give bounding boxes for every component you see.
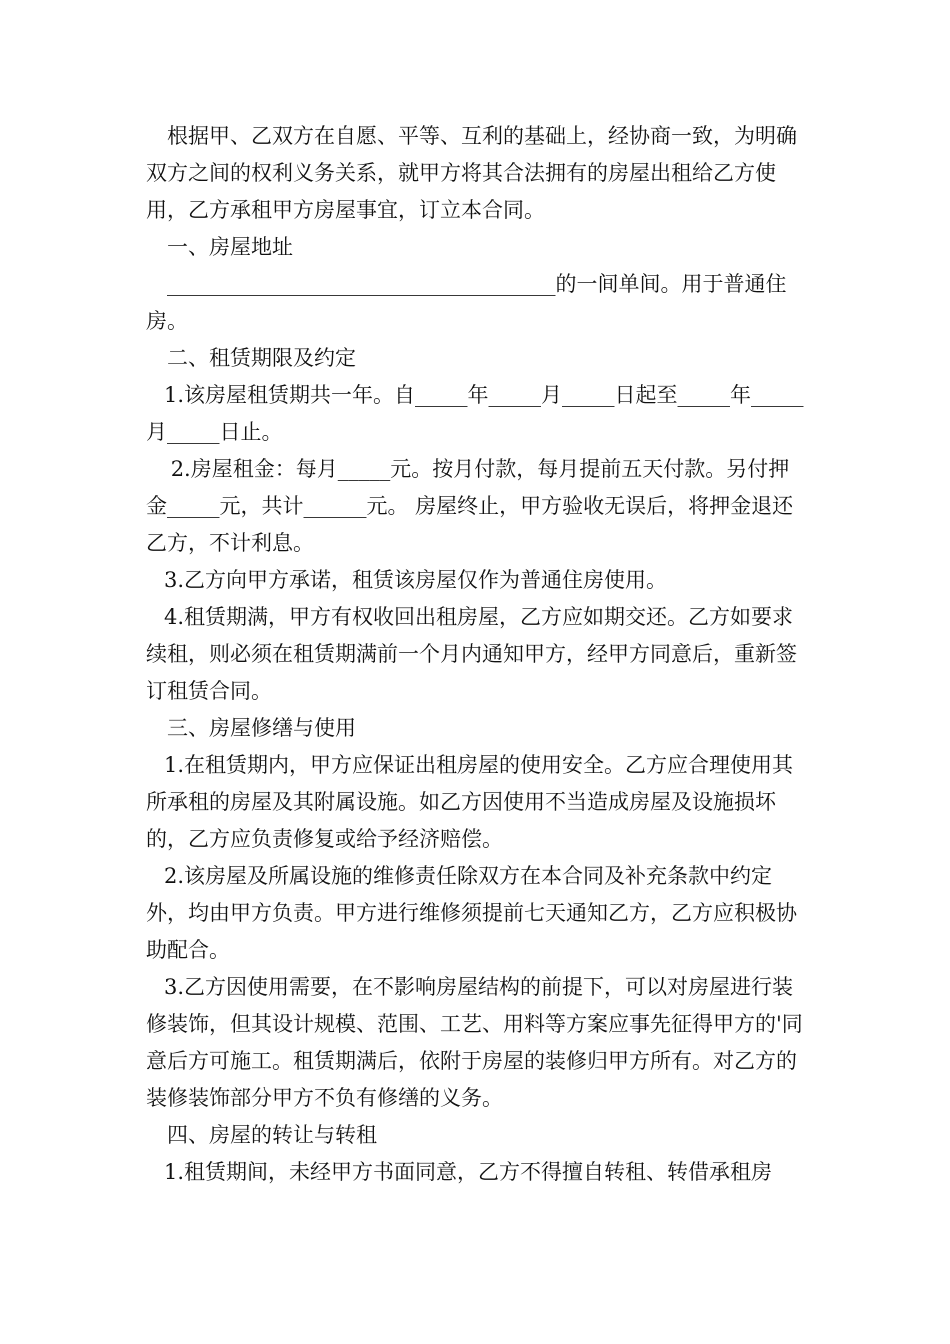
clause-3-2: 2.该房屋及所属设施的维修责任除双方在本合同及补充条款中约定外，均由甲方负责。甲方进行维修须提前七天通知乙方，乙方应积极协助配合。 xyxy=(146,864,797,962)
clause-3-3: 3.乙方因使用需要，在不影响房屋结构的前提下，可以对房屋进行装修装饰，但其设计规模、范围、工艺、用料等方案应事先征得甲方的'同意后方可施工。租赁期满后，依附于房屋的装修归甲方所有。对乙方的装修装饰部分甲方不负有修缮的义务。 xyxy=(146,975,803,1110)
document-body xyxy=(146,118,810,1191)
section-heading-repair: 三、房屋修缮与使用 xyxy=(167,716,356,740)
clause-2-2: 2.房屋租金：每月_____元。按月付款，每月提前五天付款。另付押金_____元，共计______元。 房屋终止，甲方验收无误后，将押金退还乙方，不计利息。 xyxy=(146,457,794,555)
section-heading-transfer: 四、房屋的转让与转租 xyxy=(167,1123,377,1147)
clause-4-1: 1.租赁期间，未经甲方书面同意，乙方不得擅自转租、转借承租房 xyxy=(164,1160,773,1184)
section-heading-address: 一、房屋地址 xyxy=(167,235,293,259)
preamble-paragraph: 根据甲、乙双方在自愿、平等、互利的基础上，经协商一致，为明确双方之间的权利义务关系，就甲方将其合法拥有的房屋出租给乙方使用，乙方承租甲方房屋事宜，订立本合同。 xyxy=(146,124,797,222)
address-line: _____________________________________的一间单间。用于普通住房。 xyxy=(146,272,787,333)
clause-3-1: 1.在租赁期内，甲方应保证出租房屋的使用安全。乙方应合理使用其所承租的房屋及其附属设施。如乙方因使用不当造成房屋及设施损坏的，乙方应负责修复或给予经济赔偿。 xyxy=(146,753,794,851)
clause-2-4: 4.租赁期满，甲方有权收回出租房屋，乙方应如期交还。乙方如要求续租，则必须在租赁期满前一个月内通知甲方，经甲方同意后，重新签订租赁合同。 xyxy=(146,605,797,703)
section-heading-term: 二、租赁期限及约定 xyxy=(167,346,356,370)
clause-2-3: 3.乙方向甲方承诺，租赁该房屋仅作为普通住房使用。 xyxy=(164,568,668,592)
clause-2-1: 1.该房屋租赁期共一年。自_____年_____月_____日起至_____年_____月_____日止。 xyxy=(146,383,804,444)
